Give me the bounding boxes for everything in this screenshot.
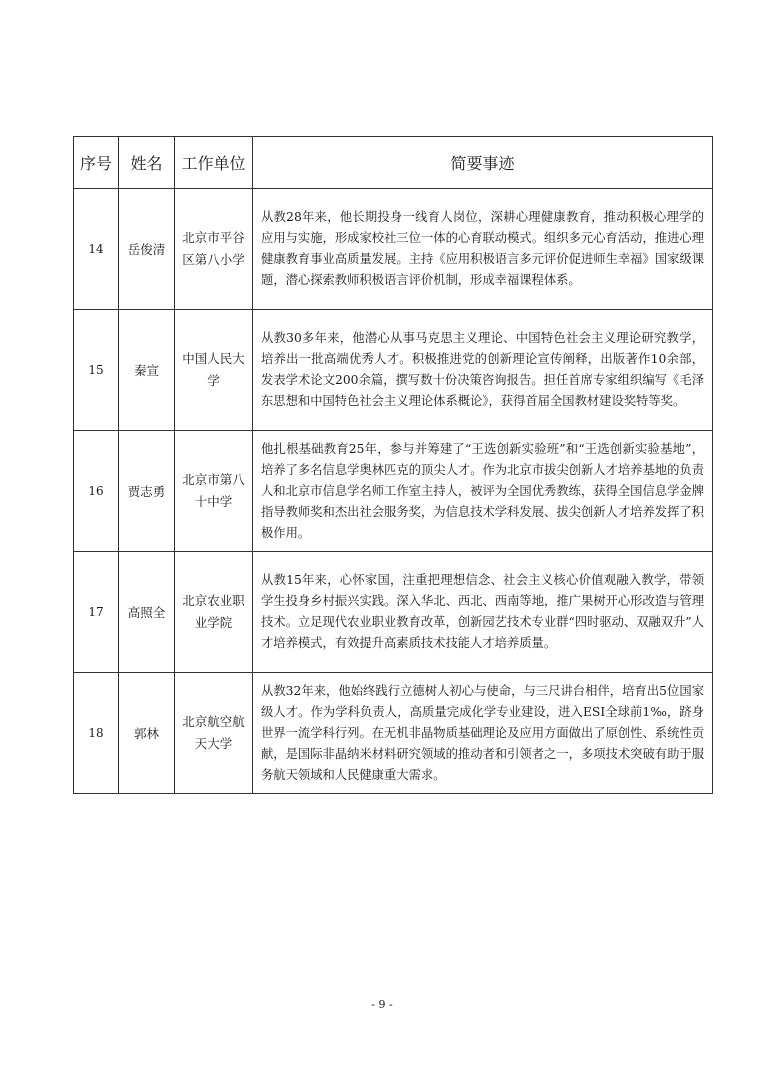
row-unit: 北京市第八十中学 xyxy=(175,431,253,552)
row-unit: 中国人民大学 xyxy=(175,310,253,431)
honoree-table xyxy=(73,136,713,794)
header-name: 姓名 xyxy=(119,137,175,189)
table-row xyxy=(74,189,713,310)
row-deeds: 从教15年来，心怀家国，注重把理想信念、社会主义核心价值观融入教学，带领学生投身乡村振兴实践。深入华北、西北、西南等地，推广果树开心形改造与管理技术。立足现代农业职业教育改革，创新园艺技术专业群“四时驱动、双融双升”人才培养模式，有效提升高素质技术技能人才培养质量。 xyxy=(253,552,713,673)
row-seq: 18 xyxy=(74,673,119,794)
row-deeds: 从教28年来，他长期投身一线育人岗位，深耕心理健康教育，推动积极心理学的应用与实施，形成家校社三位一体的心育联动模式。组织多元心育活动，推进心理健康教育事业高质量发展。主持《应用积极语言多元评价促进师生幸福》国家级课题，潜心探索教师积极语言评价机制，形成幸福课程体系。 xyxy=(253,189,713,310)
table-row xyxy=(74,431,713,552)
table-row xyxy=(74,310,713,431)
row-seq: 16 xyxy=(74,431,119,552)
header-deeds: 简要事迹 xyxy=(253,137,713,189)
row-deeds: 从教30多年来，他潜心从事马克思主义理论、中国特色社会主义理论研究教学，培养出一批高端优秀人才。积极推进党的创新理论宣传阐释，出版著作10余部，发表学术论文200余篇，撰写数十份决策咨询报告。担任首席专家组织编写《毛泽东思想和中国特色社会主义理论体系概论》，获得首届全国教材建设奖特等奖。 xyxy=(253,310,713,431)
table-row xyxy=(74,552,713,673)
row-name: 岳俊清 xyxy=(119,189,175,310)
row-seq: 15 xyxy=(74,310,119,431)
row-unit: 北京农业职业学院 xyxy=(175,552,253,673)
row-name: 郭林 xyxy=(119,673,175,794)
row-seq: 17 xyxy=(74,552,119,673)
row-seq: 14 xyxy=(74,189,119,310)
row-deeds: 他扎根基础教育25年，参与并筹建了“王选创新实验班”和“王选创新实验基地”，培养了多名信息学奥林匹克的顶尖人才。作为北京市拔尖创新人才培养基地的负责人和北京市信息学名师工作室主持人，被评为全国优秀教练，获得全国信息学金牌指导教师奖和杰出社会服务奖，为信息技术学科发展、拔尖创新人才培养发挥了积极作用。 xyxy=(253,431,713,552)
row-deeds: 从教32年来，他始终践行立德树人初心与使命，与三尺讲台相伴，培育出5位国家级人才。作为学科负责人，高质量完成化学专业建设，进入ESI全球前1‰，跻身世界一流学科行列。在无机非晶物质基础理论及应用方面做出了原创性、系统性贡献，是国际非晶纳米材料研究领域的推动者和引领者之一，多项技术突破有助于服务航天领域和人民健康重大需求。 xyxy=(253,673,713,794)
header-seq: 序号 xyxy=(74,137,119,189)
row-unit: 北京市平谷区第八小学 xyxy=(175,189,253,310)
row-name: 高照全 xyxy=(119,552,175,673)
row-name: 贾志勇 xyxy=(119,431,175,552)
table-row xyxy=(74,673,713,794)
page-number: - 9 - xyxy=(371,998,393,1011)
table-header-row xyxy=(74,137,713,189)
row-unit: 北京航空航天大学 xyxy=(175,673,253,794)
header-unit: 工作单位 xyxy=(175,137,253,189)
row-name: 秦宣 xyxy=(119,310,175,431)
